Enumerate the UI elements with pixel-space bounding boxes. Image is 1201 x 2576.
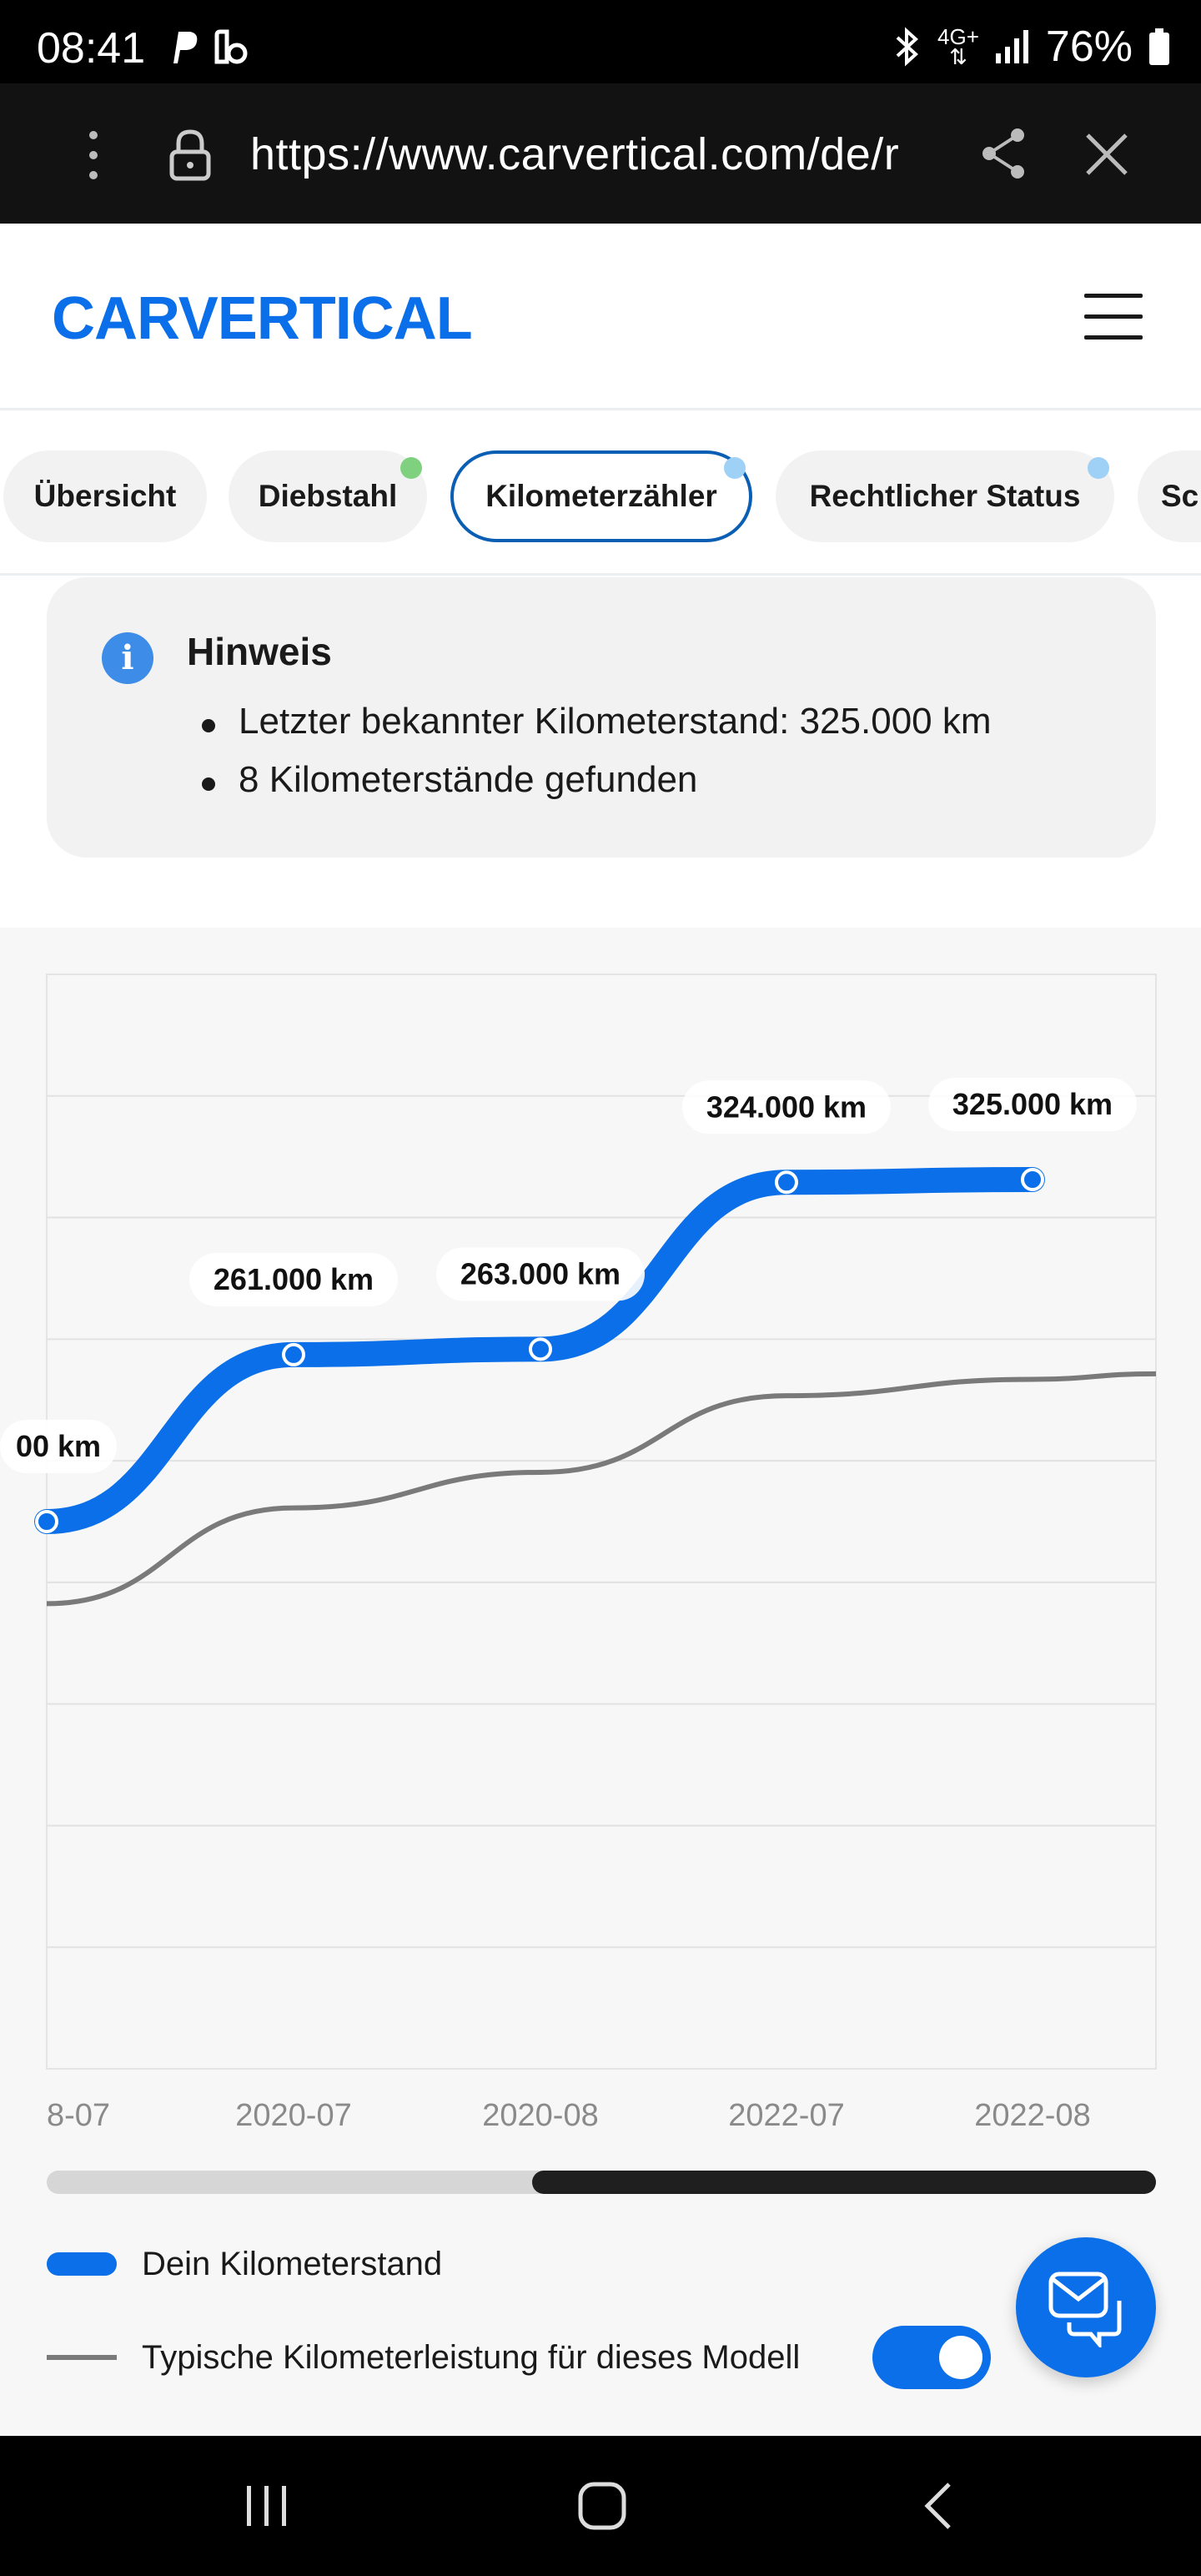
data-label: 261.000 km: [213, 1261, 374, 1296]
odometer-chart-section: [0, 928, 1201, 2436]
back-icon[interactable]: [921, 2481, 954, 2531]
tab-uebersicht[interactable]: [3, 450, 207, 542]
legend-swatch-gray: [47, 2355, 117, 2360]
battery-icon: [1148, 27, 1171, 67]
tab-status-dot: [400, 457, 422, 479]
more-vertical-icon[interactable]: [83, 128, 103, 182]
x-tick-label: 2022-07: [728, 2098, 845, 2133]
site-header: [0, 224, 1201, 410]
tab-diebstahl[interactable]: [229, 450, 427, 542]
data-label: 00 km: [15, 1429, 102, 1463]
data-point: [776, 1172, 796, 1192]
tab-label: Diebstahl: [258, 479, 398, 513]
typical-mileage-toggle[interactable]: [872, 2326, 991, 2389]
tab-kilometerzaehler[interactable]: [450, 450, 752, 542]
x-tick-label: 8-07: [47, 2098, 111, 2133]
odometer-chart: [0, 928, 1201, 2146]
data-point: [284, 1345, 304, 1365]
app-icon: [212, 28, 249, 65]
legend-label-typical: Typische Kilometerleistung für dieses Modell: [142, 2338, 801, 2376]
battery-percent: 76%: [1045, 23, 1133, 71]
browser-toolbar: [0, 83, 1201, 224]
share-icon[interactable]: [979, 127, 1028, 180]
legend-item-mine: [47, 2239, 442, 2289]
tab-label: Rechtlicher Status: [809, 479, 1081, 513]
recent-apps-icon[interactable]: [242, 2483, 292, 2529]
notice-item: 8 Kilometerstände gefunden: [202, 759, 992, 801]
close-icon[interactable]: [1084, 132, 1129, 177]
tab-rechtlicher-status[interactable]: [776, 450, 1114, 542]
x-tick-label: 2022-08: [974, 2098, 1091, 2133]
tab-label: Sc: [1161, 479, 1199, 513]
section-tabs: [0, 410, 1201, 576]
data-point: [1023, 1170, 1043, 1190]
lock-icon[interactable]: [167, 128, 214, 182]
system-nav-bar: [0, 2436, 1201, 2576]
data-label: 263.000 km: [460, 1256, 621, 1291]
status-left-icons: [167, 28, 249, 65]
data-point: [37, 1512, 57, 1532]
tab-label: Kilometerzähler: [485, 479, 717, 513]
toggle-knob: [939, 2336, 982, 2379]
notice-box: [47, 577, 1156, 858]
url-field[interactable]: https://www.carvertical.com/de/r: [250, 129, 900, 179]
plot-area: [47, 974, 1156, 2069]
carvertical-logo[interactable]: [52, 279, 485, 345]
chart-scroll-thumb[interactable]: [532, 2171, 1156, 2194]
menu-icon[interactable]: [1084, 294, 1144, 344]
paypal-icon: [167, 28, 200, 65]
tab-status-dot: [724, 457, 746, 479]
legend-swatch-blue: [47, 2252, 117, 2276]
status-time: 08:41: [37, 24, 146, 73]
data-label: 324.000 km: [706, 1089, 867, 1124]
svg-text:CARVERTICAL: CARVERTICAL: [52, 285, 472, 345]
info-icon: i: [102, 632, 153, 684]
x-tick-label: 2020-07: [235, 2098, 352, 2133]
legend-item-typical: [47, 2332, 800, 2382]
status-right: [892, 22, 1171, 72]
data-label: 325.000 km: [952, 1087, 1113, 1121]
data-point: [530, 1339, 550, 1359]
bluetooth-icon: [892, 26, 922, 68]
legend-label-mine: Dein Kilometerstand: [142, 2245, 443, 2282]
chat-button[interactable]: [1016, 2237, 1156, 2377]
tab-label: Übersicht: [33, 479, 177, 513]
tab-next[interactable]: [1138, 450, 1201, 542]
notice-title: Hinweis: [187, 630, 332, 673]
home-icon[interactable]: [577, 2481, 627, 2531]
status-bar: [0, 0, 1201, 83]
chat-icon: [1048, 2271, 1124, 2347]
x-tick-label: 2020-08: [482, 2098, 599, 2133]
tab-status-dot: [1088, 457, 1109, 479]
signal-icon: [994, 28, 1031, 65]
network-type: 4G+ ⇅: [937, 24, 979, 69]
notice-list: [202, 701, 992, 818]
notice-item: Letzter bekannter Kilometerstand: 325.000 km: [202, 701, 992, 742]
